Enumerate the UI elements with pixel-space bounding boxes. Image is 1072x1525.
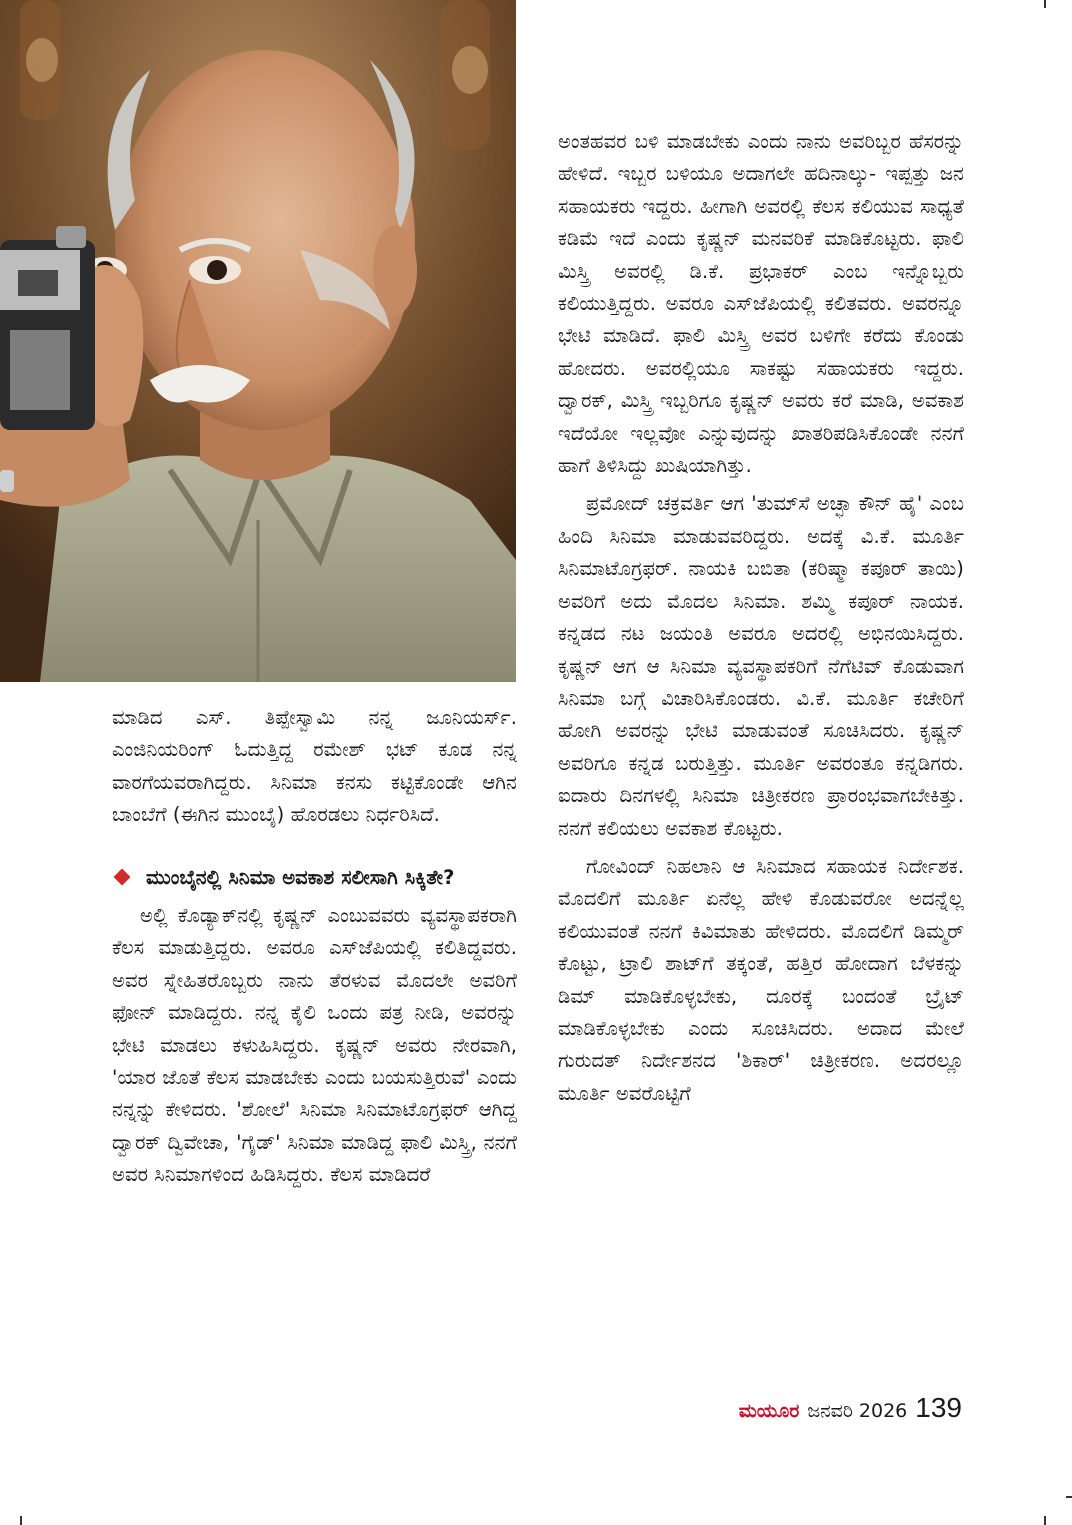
question-text: ಮುಂಬೈನಲ್ಲಿ ಸಿನಿಮಾ ಅವಕಾಶ ಸಲೀಸಾಗಿ ಸಿಕ್ಕಿತೇ?: [146, 865, 455, 889]
article-column-left: [112, 702, 517, 1192]
paragraph: ಮಾಡಿದ ಎಸ್. ತಿಪ್ಪೇಸ್ವಾಮಿ ನನ್ನ ಜೂನಿಯರ್ಸ್. ಎಂಜಿನಿಯರಿಂಗ್ ಓದುತ್ತಿದ್ದ ರಮೇಶ್ ಭಟ್ ಕೂಡ ನನ್ನ ವಾರಗೆಯವರಾಗಿದ್ದರು. ಸಿನಿಮಾ ಕನಸು ಕಟ್ಟಿಕೊಂಡೇ ಆಗಿನ ಬಾಂಬೆಗೆ (ಈಗಿನ ಮುಂಬೈ) ಹೊರಡಲು ನಿರ್ಧರಿಸಿದೆ.: [112, 706, 517, 827]
paragraph: ಪ್ರಮೋದ್ ಚಕ್ರವರ್ತಿ ಆಗ 'ತುಮ್‌ಸೆ ಅಚ್ಛಾ ಕೌನ್ ಹೈ' ಎಂಬ ಹಿಂದಿ ಸಿನಿಮಾ ಮಾಡುವವರಿದ್ದರು. ಅದಕ್ಕೆ ವಿ.ಕೆ. ಮೂರ್ತಿ ಸಿನಿಮಾಟೊಗ್ರಫರ್. ನಾಯಕಿ ಬಬಿತಾ (ಕರಿಷ್ಮಾ ಕಪೂರ್ ತಾಯಿ) ಅವರಿಗೆ ಅದು ಮೊದಲ ಸಿನಿಮಾ. ಶಮ್ಮಿ ಕಪೂರ್ ನಾಯಕ. ಕನ್ನಡದ ನಟ ಜಯಂತಿ ಅವರೂ ಅದರಲ್ಲಿ ಅಭಿನಯಿಸಿದ್ದರು. ಕೃಷ್ಣನ್ ಆಗ ಆ ಸಿನಿಮಾ ವ್ಯವಸ್ಥಾಪಕರಿಗೆ ನೆಗೆಟಿವ್ ಕೊಡುವಾಗ ಸಿನಿಮಾ ಬಗ್ಗೆ ವಿಚಾರಿಸಿಕೊಂಡರು. ವಿ.ಕೆ. ಮೂರ್ತಿ ಕಚೇರಿಗೆ ಹೋಗಿ ಅವರನ್ನು ಭೇಟಿ ಮಾಡುವಂತೆ ಸೂಚಿಸಿದರು. ಕೃಷ್ಣನ್ ಅವರಿಗೂ ಕನ್ನಡ ಬರುತ್ತಿತ್ತು. ಮೂರ್ತಿ ಅವರಂತೂ ಕನ್ನಡಿಗರು. ಐದಾರು ದಿನಗಳಲ್ಲಿ ಸಿನಿಮಾ ಚಿತ್ರೀಕರಣ ಪ್ರಾರಂಭವಾಗಬೇಕಿತ್ತು. ನನಗೆ ಕಲಿಯಲು ಅವಕಾಶ ಕೊಟ್ಟರು.: [558, 492, 964, 840]
crop-mark-bottom-left: [20, 1516, 22, 1525]
paragraph: ಗೋವಿಂದ್ ನಿಹಲಾನಿ ಆ ಸಿನಿಮಾದ ಸಹಾಯಕ ನಿರ್ದೇಶಕ. ಮೊದಲಿಗೆ ಮೂರ್ತಿ ಏನೆಲ್ಲ ಹೇಳಿ ಕೊಡುವರೋ ಅದನ್ನೆಲ್ಲ ಕಲಿಯುವಂತೆ ನನಗೆ ಕಿವಿಮಾತು ಹೇಳಿದರು. ಮೊದಲಿಗೆ ಡಿಮ್ಮರ್ ಕೊಟ್ಟು, ಟ್ರಾಲಿ ಶಾಟ್‌ಗೆ ತಕ್ಕಂತೆ, ಹತ್ತಿರ ಹೋದಾಗ ಬೆಳಕನ್ನು ಡಿಮ್ ಮಾಡಿಕೊಳ್ಳಬೇಕು, ದೂರಕ್ಕೆ ಬಂದಂತೆ ಬ್ರೈಟ್ ಮಾಡಿಕೊಳ್ಳಬೇಕು ಎಂದು ಸೂಚಿಸಿದರು. ಅದಾದ ಮೇಲೆ ಗುರುದತ್ ನಿರ್ದೇಶನದ 'ಶಿಕಾರ್' ಚಿತ್ರೀಕರಣ. ಅದರಲ್ಲೂ ಮೂರ್ತಿ ಅವರೊಟ್ಟಿಗೆ: [558, 854, 964, 1105]
crop-mark-right-edge: [1066, 1496, 1072, 1498]
article-photo: [0, 0, 516, 682]
page-footer: [739, 1392, 962, 1424]
paragraph: ಅಂತಹವರ ಬಳಿ ಮಾಡಬೇಕು ಎಂದು ನಾನು ಅವರಿಬ್ಬರ ಹೆಸರನ್ನು ಹೇಳಿದೆ. ಇಬ್ಬರ ಬಳಿಯೂ ಅದಾಗಲೇ ಹದಿನಾಲ್ಕು- ಇಪ್ಪತ್ತು ಜನ ಸಹಾಯಕರು ಇದ್ದರು. ಹೀಗಾಗಿ ಅವರಲ್ಲಿ ಕೆಲಸ ಕಲಿಯುವ ಸಾಧ್ಯತೆ ಕಡಿಮೆ ಇದೆ ಎಂದು ಕೃಷ್ಣನ್ ಮನವರಿಕೆ ಮಾಡಿಕೊಟ್ಟರು. ಫಾಲಿ ಮಿಸ್ತ್ರಿ ಅವರಲ್ಲಿ ಡಿ.ಕೆ. ಪ್ರಭಾಕರ್ ಎಂಬ ಇನ್ನೊಬ್ಬರು ಕಲಿಯುತ್ತಿದ್ದರು. ಅವರೂ ಎಸ್‌ಜೆಪಿಯಲ್ಲಿ ಕಲಿತವರು. ಅವರನ್ನೂ ಭೇಟಿ ಮಾಡಿದೆ. ಫಾಲಿ ಮಿಸ್ತ್ರಿ ಅವರ ಬಳಿಗೇ ಕರೆದು ಕೊಂಡು ಹೋದರು. ಅವರಲ್ಲಿಯೂ ಸಾಕಷ್ಟು ಸಹಾಯಕರು ಇದ್ದರು. ದ್ವಾರಕ್, ಮಿಸ್ತ್ರಿ ಇಬ್ಬರಿಗೂ ಕೃಷ್ಣನ್ ಅವರು ಕರೆ ಮಾಡಿ, ಅವಕಾಶ ಇದೆಯೋ ಇಲ್ಲವೋ ಎನ್ನುವುದನ್ನು ಖಾತರಿಪಡಿಸಿಕೊಂಡೇ ನನಗೆ ಹಾಗೆ ತಿಳಿಸಿದ್ದು ಖುಷಿಯಾಗಿತ್ತು.: [558, 130, 964, 478]
magazine-brand: ಮಯೂರ: [738, 1400, 800, 1422]
issue-date: ಜನವರಿ 2026: [807, 1400, 908, 1422]
crop-mark-top-right: [1044, 0, 1046, 8]
interview-question: [112, 862, 517, 894]
photographer-portrait: [0, 0, 516, 682]
paragraph: ಅಲ್ಲಿ ಕೊಡ್ಯಾಕ್‌ನಲ್ಲಿ ಕೃಷ್ಣನ್ ಎಂಬುವವರು ವ್ಯವಸ್ಥಾಪಕರಾಗಿ ಕೆಲಸ ಮಾಡುತ್ತಿದ್ದರು. ಅವರೂ ಎಸ್‌ಜೆಪಿಯಲ್ಲಿ ಕಲಿತಿದ್ದವರು. ಅವರ ಸ್ನೇಹಿತರೊಬ್ಬರು ನಾನು ತೆರಳುವ ಮೊದಲೇ ಅವರಿಗೆ ಫೋನ್ ಮಾಡಿದ್ದರು. ನನ್ನ ಕೈಲಿ ಒಂದು ಪತ್ರ ನೀಡಿ, ಅವರನ್ನು ಭೇಟಿ ಮಾಡಲು ಕಳುಹಿಸಿದ್ದರು. ಕೃಷ್ಣನ್ ಅವರು ನೇರವಾಗಿ, 'ಯಾರ ಜೊತೆ ಕೆಲಸ ಮಾಡಬೇಕು ಎಂದು ಬಯಸುತ್ತಿರುವೆ' ಎಂದು ನನ್ನನ್ನು ಕೇಳಿದರು. 'ಶೋಲೆ' ಸಿನಿಮಾ ಸಿನಿಮಾಟೊಗ್ರಫರ್ ಆಗಿದ್ದ ದ್ವಾರಕ್ ದ್ವಿವೇಚಾ, 'ಗೈಡ್' ಸಿನಿಮಾ ಮಾಡಿದ್ದ ಫಾಲಿ ಮಿಸ್ತ್ರಿ, ನನಗೆ ಅವರ ಸಿನಿಮಾಗಳಿಂದ ಹಿಡಿಸಿದ್ದರು. ಕೆಲಸ ಮಾಡಿದರೆ: [112, 904, 517, 1187]
diamond-bullet-icon: [114, 868, 131, 885]
page-number: 139: [915, 1392, 962, 1423]
crop-mark-bottom-right: [1044, 1516, 1046, 1525]
article-column-right: [558, 126, 964, 1110]
